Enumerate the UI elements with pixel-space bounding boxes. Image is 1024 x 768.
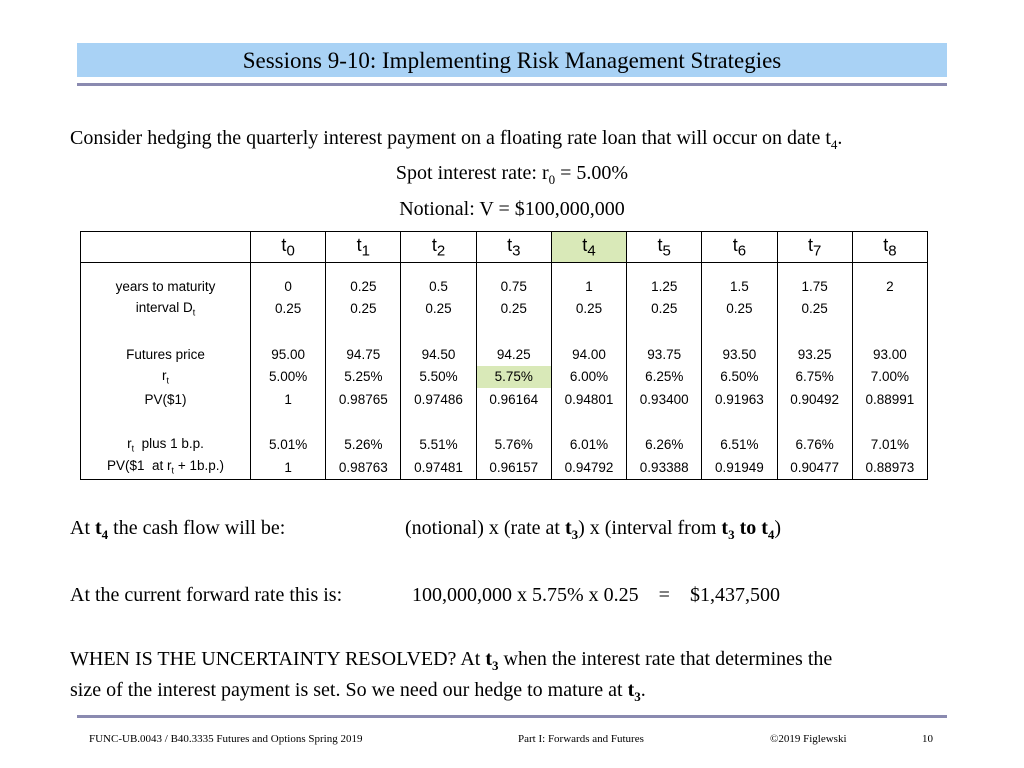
table-cell: 1.75	[777, 275, 852, 298]
table-cell: 1	[551, 275, 626, 298]
table-cell: 0.90492	[777, 388, 852, 411]
table-cell: 0.25	[551, 298, 626, 321]
forward-rate-table	[80, 231, 928, 480]
table-row-futures	[81, 343, 928, 366]
spot-rate-text: Spot interest rate: $r_0 = 5.00\%$	[395, 162, 629, 187]
row-label-rate: $r_t$	[81, 366, 251, 389]
table-header-row	[81, 232, 928, 263]
table-row-interval	[81, 298, 928, 321]
table-header-t0: $t_0$	[251, 232, 326, 263]
slide-title: Sessions 9-10: Implementing Risk Management Strategies	[77, 43, 947, 77]
table-cell: 0.97481	[401, 456, 476, 479]
table-cell: 1	[251, 388, 326, 411]
notional-text: Notional: V = $100,000,000	[399, 198, 625, 220]
table-cell	[852, 298, 927, 321]
table-cell: 0	[251, 275, 326, 298]
table-cell: 5.76%	[476, 434, 551, 457]
table-header-t1: $t_1$	[326, 232, 401, 263]
row-label-rate-bp: $r_t$ plus 1 b.p.	[81, 434, 251, 457]
table-cell: 6.26%	[627, 434, 702, 457]
table-cell: 6.50%	[702, 366, 777, 389]
table-cell: 0.88991	[852, 388, 927, 411]
table-cell: 0.93400	[627, 388, 702, 411]
table-cell: 6.25%	[627, 366, 702, 389]
table-header-t5: $t_5$	[627, 232, 702, 263]
footer-part: Part I: Forwards and Futures	[518, 733, 644, 745]
table-row-rate	[81, 366, 928, 389]
table-cell: 0.88973	[852, 456, 927, 479]
table-row-pv	[81, 388, 928, 411]
table-cell: 0.25	[326, 275, 401, 298]
table-row-years	[81, 275, 928, 298]
row-label-years: years to maturity	[81, 275, 251, 298]
table-header-t3: $t_3$	[476, 232, 551, 263]
table-cell: 0.93388	[627, 456, 702, 479]
footer-copyright: ©2019 Figlewski	[770, 733, 847, 745]
table-cell: 1	[251, 456, 326, 479]
table-cell: 95.00	[251, 343, 326, 366]
table-cell: 93.50	[702, 343, 777, 366]
table-cell: 0.25	[777, 298, 852, 321]
table-row-pv-bp	[81, 456, 928, 479]
table-header-t6: $t_6$	[702, 232, 777, 263]
uncertainty-line-2: size of the interest payment is set. So we need our hedge to mature at $t_3$.	[70, 679, 646, 704]
table-cell: 0.25	[326, 298, 401, 321]
table-cell: 0.97486	[401, 388, 476, 411]
table-cell: 0.96157	[476, 456, 551, 479]
table-cell: 1.5	[702, 275, 777, 298]
table-header-t2: $t_2$	[401, 232, 476, 263]
row-label-futures: Futures price	[81, 343, 251, 366]
forward-rate-label: At the current forward rate this is:	[70, 584, 343, 606]
table-cell: 0.91963	[702, 388, 777, 411]
forward-rate-calculation: 100,000,000 x 5.75% x 0.25 = $1,437,500	[412, 584, 780, 606]
table-cell: 0.94801	[551, 388, 626, 411]
table-cell: 6.01%	[551, 434, 626, 457]
table-row-rate-bp	[81, 434, 928, 457]
table-cell: 0.25	[627, 298, 702, 321]
cash-flow-label: At $t_4$ the cash flow will be:	[70, 517, 286, 542]
intro-text: Consider hedging the quarterly interest payment on a floating rate loan that will occur on date $t_4$.	[70, 127, 843, 152]
table-cell: 0.91949	[702, 456, 777, 479]
table-cell: 0.98763	[326, 456, 401, 479]
table-cell: 6.76%	[777, 434, 852, 457]
table-cell: 0.96164	[476, 388, 551, 411]
table-cell: 6.75%	[777, 366, 852, 389]
footer-course: FUNC-UB.0043 / B40.3335 Futures and Options Spring 2019	[89, 733, 363, 745]
table-cell: 5.50%	[401, 366, 476, 389]
table-cell: 0.25	[251, 298, 326, 321]
row-label-pv: PV($1)	[81, 388, 251, 411]
table-cell: 94.50	[401, 343, 476, 366]
table-cell: 94.75	[326, 343, 401, 366]
table-cell: 93.00	[852, 343, 927, 366]
table-cell: 94.25	[476, 343, 551, 366]
table-cell: 0.90477	[777, 456, 852, 479]
table-cell: 0.5	[401, 275, 476, 298]
title-divider	[77, 83, 947, 86]
table-cell: 7.00%	[852, 366, 927, 389]
table-cell: 93.25	[777, 343, 852, 366]
footer-divider	[77, 715, 947, 718]
table-header-t8: $t_8$	[852, 232, 927, 263]
table-cell: 6.51%	[702, 434, 777, 457]
table-cell-highlighted: 5.75%	[476, 366, 551, 389]
table-header-empty	[81, 232, 251, 263]
cash-flow-formula: (notional) x (rate at $t_3$) x (interval from $t_3$ to $t_4$)	[405, 517, 782, 542]
table-cell: 0.25	[401, 298, 476, 321]
table-cell: 5.51%	[401, 434, 476, 457]
table-cell: 0.25	[702, 298, 777, 321]
table-cell: 5.01%	[251, 434, 326, 457]
table-cell: 93.75	[627, 343, 702, 366]
table-cell: 5.26%	[326, 434, 401, 457]
table-cell: 7.01%	[852, 434, 927, 457]
table-cell: 6.00%	[551, 366, 626, 389]
table-cell: 0.25	[476, 298, 551, 321]
table-header-t4: $t_4$	[551, 232, 626, 263]
page-number: 10	[922, 733, 933, 745]
table-cell: 0.94792	[551, 456, 626, 479]
table-cell: 2	[852, 275, 927, 298]
table-cell: 5.25%	[326, 366, 401, 389]
table-header-t7: $t_7$	[777, 232, 852, 263]
uncertainty-line-1: WHEN IS THE UNCERTAINTY RESOLVED? At $t_3$ when the interest rate that determines the	[70, 648, 833, 673]
table-cell: 94.00	[551, 343, 626, 366]
table-cell: 0.98765	[326, 388, 401, 411]
table-cell: 1.25	[627, 275, 702, 298]
row-label-pv-bp: PV($1 at $r_t + 1b.p$.)	[81, 456, 251, 479]
table-cell: 5.00%	[251, 366, 326, 389]
table-cell: 0.75	[476, 275, 551, 298]
row-label-interval: interval $D_t$	[81, 298, 251, 321]
